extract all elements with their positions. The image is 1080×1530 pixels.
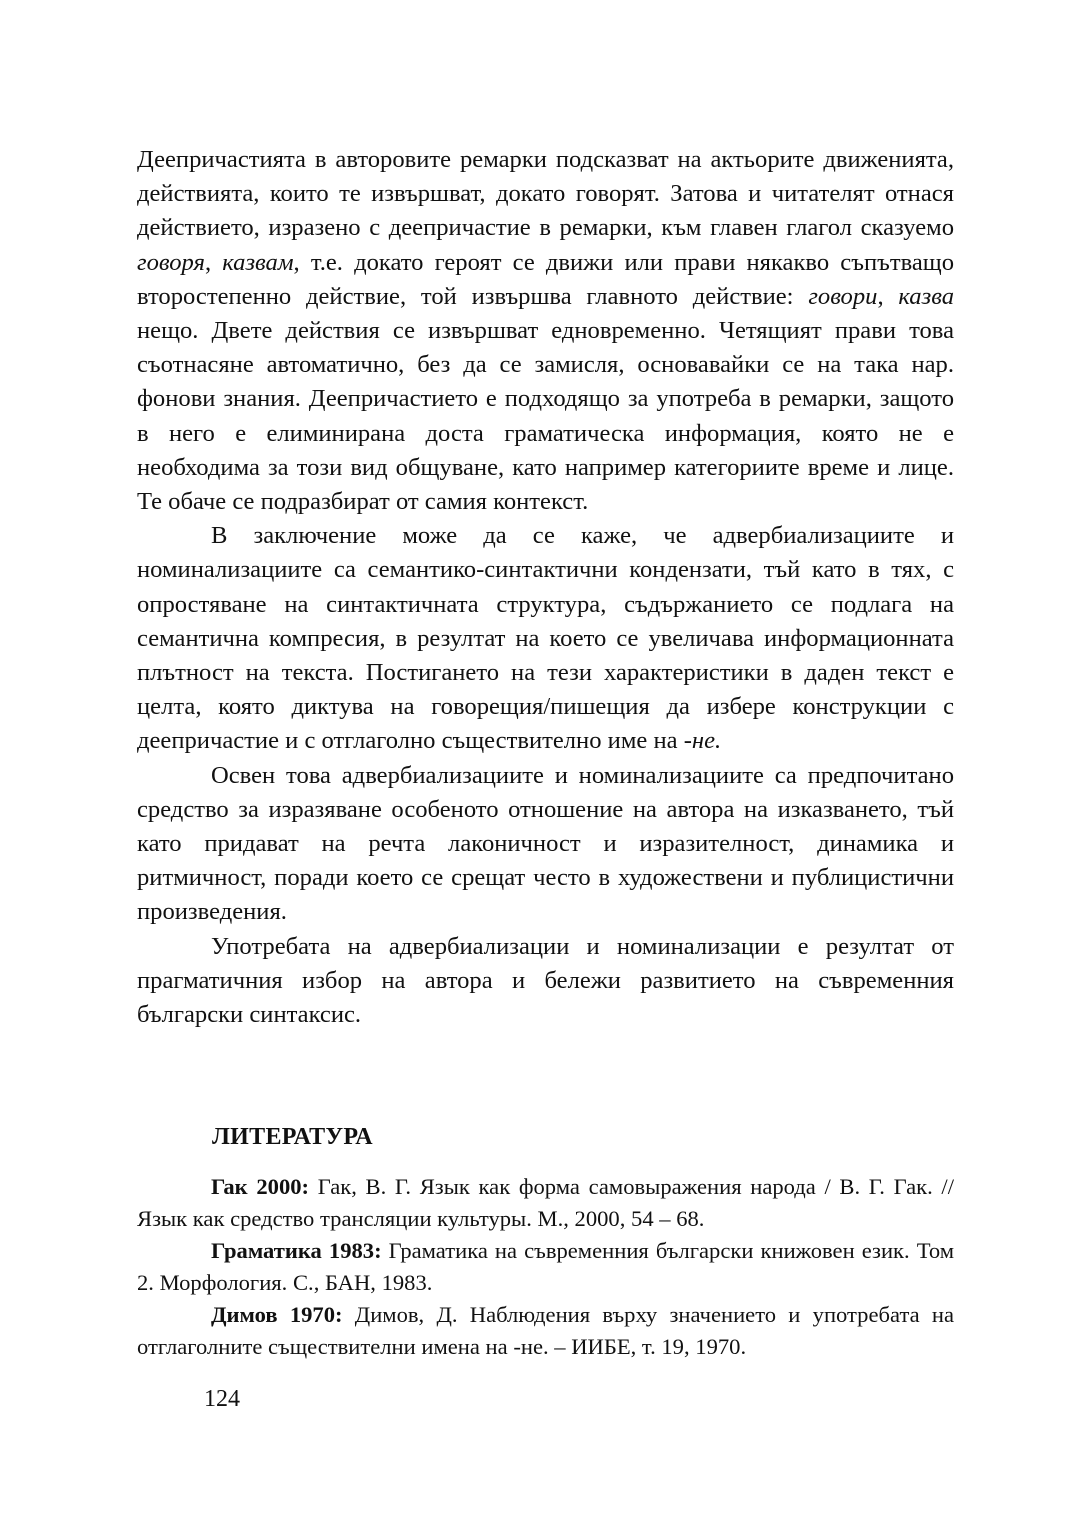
literature-heading: ЛИТЕРАТУРА (212, 1124, 373, 1150)
reference-key: Граматика 1983: (211, 1238, 382, 1263)
reference-entry: Гак 2000: Гак, В. Г. Язык как форма самовыражения народа / В. Г. Гак. // Язык как средство трансляции культуры. М., 2000, 54 – 68. (137, 1174, 954, 1231)
page-number: 124 (204, 1386, 240, 1412)
paragraph-2: В заключение може да се каже, че адвербиализациите и номинализациите са семантико-синтактични кондензати, тъй като в тях, с опростяване на синтактичната структура, съдържанието се подлага на семантична компресия, в резултат на което се увеличава информационната плътност на текста. Постигането на тези характеристики в даден текст е целта, която диктува на говорещия/пишещия да избере конструкции с деепричастие и с отглаголно съществително име на -не. (137, 522, 954, 755)
paragraph-4: Употребата на адвербиализации и номинализации е резултат от прагматичния избор на автора и бележи развитието на съвременния български синтаксис. (137, 932, 954, 1029)
reference-entry: Граматика 1983: Граматика на съвременния български книжовен език. Том 2. Морфология. С., БАН, 1983. (137, 1238, 954, 1295)
reference-key: Димов 1970: (211, 1302, 343, 1327)
paragraph-3: Освен това адвербиализациите и номинализациите са предпочитано средство за изразяване особеното отношение на автора на изказването, тъй като придават на речта лаконичност и изразителност, динамика и ритмичност, поради което се срещат често в художествени и публицистични произведения. (137, 761, 954, 926)
body-text (137, 143, 954, 1032)
reference-entry: Димов 1970: Димов, Д. Наблюдения върху значението и употребата на отглаголните съществителни имена на -не. – ИИБЕ, т. 19, 1970. (137, 1302, 954, 1359)
reference-key: Гак 2000: (211, 1174, 310, 1199)
literature-list (137, 1171, 954, 1363)
paragraph-1: Деепричастията в авторовите ремарки подсказват на актьорите движенията, действията, които те извършват, докато говорят. Затова и читателят отнася действието, изразено с деепричастие в ремарки, към главен глагол сказуемо говоря, казвам, т.е. докато героят се движи или прави някакво съпътващо второстепенно действие, той извършва главното действие: говори, казва нещо. Двете действия се извършват едновременно. Четящият прави това съотнасяне автоматично, без да се замисля, основавайки се на така нар. фонови знания. Деепричастието е подходящо за употреба в ремарки, защото в него е елиминирана доста граматическа информация, която не е необходима за този вид общуване, като например категориите време и лице. Те обаче се подразбират от самия контекст. (137, 146, 955, 516)
